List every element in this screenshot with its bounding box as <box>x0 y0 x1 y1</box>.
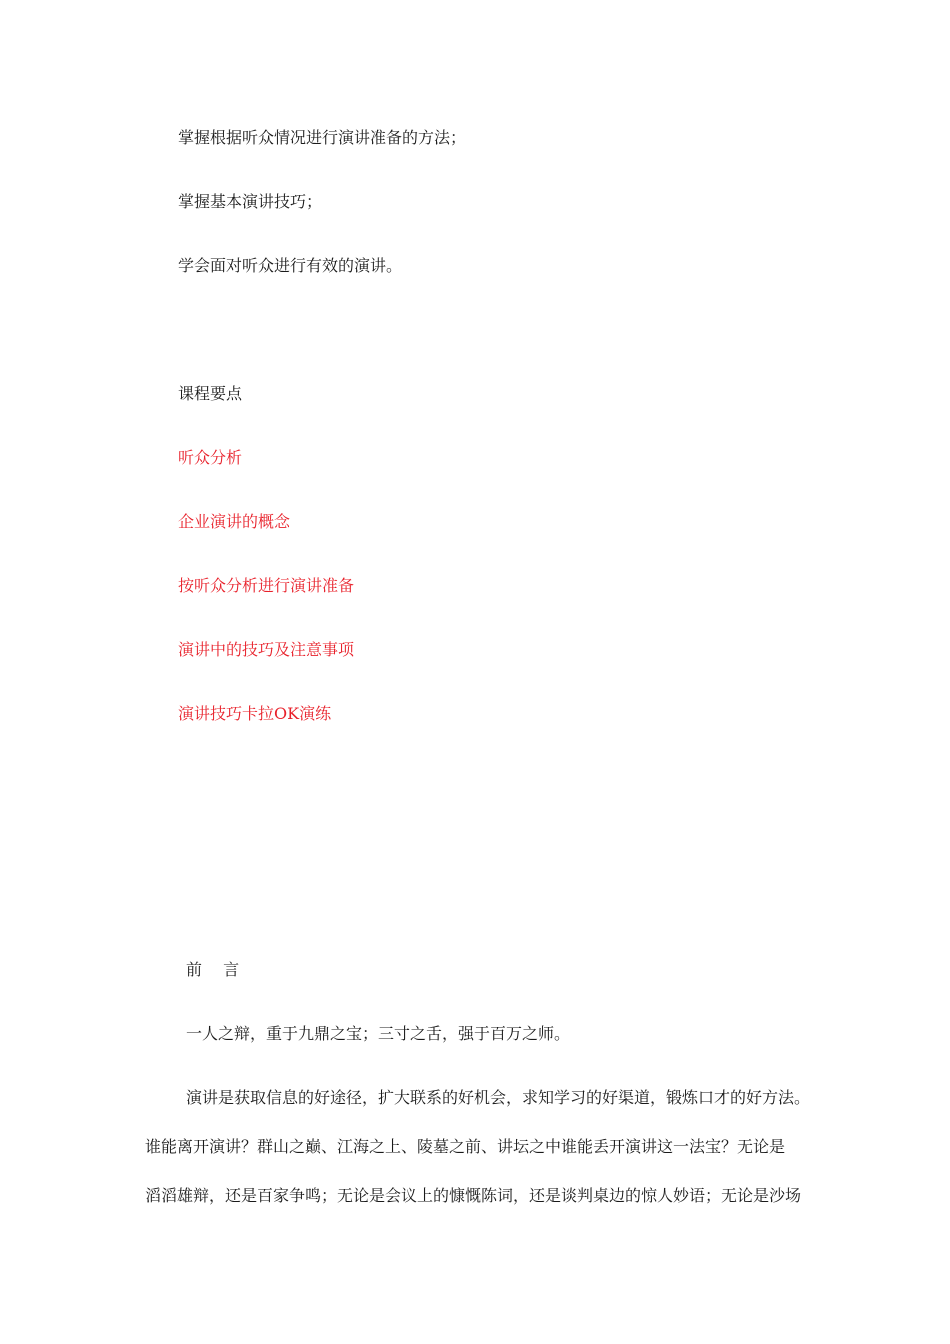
key-point-item-5: 演讲技巧卡拉OK演练 <box>178 704 332 723</box>
objective-line-3: 学会面对听众进行有效的演讲。 <box>178 256 403 275</box>
preface-paragraph-line-3: 滔滔雄辩，还是百家争鸣；无论是会议上的慷慨陈词，还是谈判桌边的惊人妙语；无论是沙场 <box>145 1186 802 1205</box>
key-points-heading: 课程要点 <box>178 384 243 403</box>
preface-title: 前 言 <box>186 960 248 979</box>
preface-paragraph-line-1: 演讲是获取信息的好途径，扩大联系的好机会，求知学习的好渠道，锻炼口才的好方法。 <box>186 1088 811 1107</box>
key-point-item-2: 企业演讲的概念 <box>178 512 291 531</box>
objective-line-1: 掌握根据听众情况进行演讲准备的方法； <box>178 128 467 147</box>
key-point-item-1: 听众分析 <box>178 448 243 467</box>
objective-line-2: 掌握基本演讲技巧； <box>178 192 323 211</box>
key-point-item-3: 按听众分析进行演讲准备 <box>178 576 355 595</box>
preface-paragraph-line-2: 谁能离开演讲？群山之巅、江海之上、陵墓之前、讲坛之中谁能丢开演讲这一法宝？无论是 <box>145 1137 786 1156</box>
key-point-item-4: 演讲中的技巧及注意事项 <box>178 640 355 659</box>
preface-quote: 一人之辩，重于九鼎之宝；三寸之舌，强于百万之师。 <box>186 1024 571 1043</box>
